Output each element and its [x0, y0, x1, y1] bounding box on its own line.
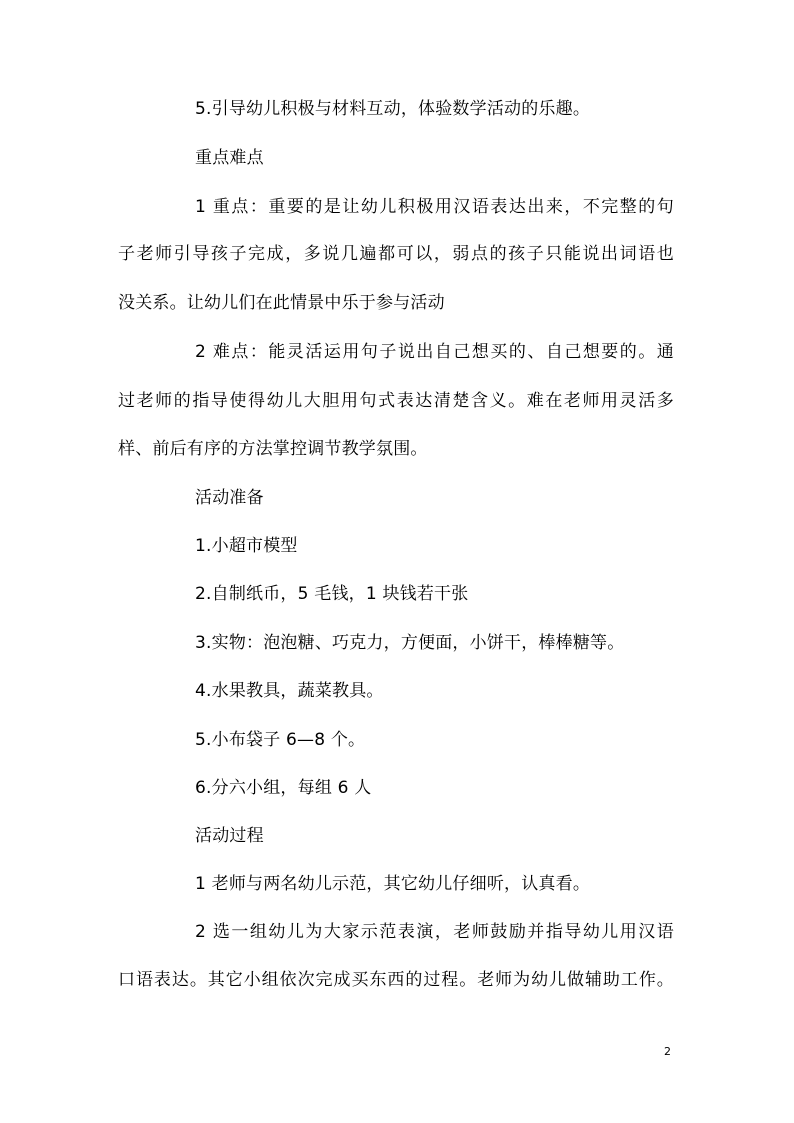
process-step-2-line-2: 口语表达。其它小组依次完成买东西的过程。老师为幼儿做辅助工作。 [118, 970, 674, 990]
heading-key-difficult-points: 重点难点 [195, 148, 264, 168]
heading-activity-preparation: 活动准备 [195, 488, 264, 508]
preparation-item-1: 1.小超市模型 [195, 536, 298, 556]
preparation-item-3: 3.实物：泡泡糖、巧克力，方便面，小饼干，棒棒糖等。 [195, 633, 625, 653]
preparation-item-6: 6.分六小组，每组 6 人 [195, 778, 372, 798]
process-step-1: 1 老师与两名幼儿示范，其它幼儿仔细听，认真看。 [195, 874, 591, 894]
preparation-item-2: 2.自制纸币，5 毛钱，1 块钱若干张 [195, 584, 469, 604]
preparation-item-5: 5.小布袋子 6—8 个。 [195, 730, 366, 750]
key-point-line-2: 子老师引导孩子完成，多说几遍都可以，弱点的孩子只能说出词语也 [118, 244, 674, 264]
page-number: 2 [664, 1045, 671, 1058]
difficult-point-line-2: 过老师的指导使得幼儿大胆用句式表达清楚含义。难在老师用灵活多 [118, 391, 674, 411]
process-step-2-line-1: 2 选一组幼儿为大家示范表演，老师鼓励并指导幼儿用汉语 [195, 922, 674, 942]
heading-activity-process: 活动过程 [195, 826, 264, 846]
key-point-line-3: 没关系。让幼儿们在此情景中乐于参与活动 [118, 293, 445, 313]
difficult-point-line-1: 2 难点：能灵活运用句子说出自己想买的、自己想要的。通 [195, 342, 674, 362]
key-point-line-1: 1 重点：重要的是让幼儿积极用汉语表达出来，不完整的句 [195, 197, 674, 217]
objective-5: 5.引导幼儿积极与材料互动，体验数学活动的乐趣。 [195, 99, 591, 119]
difficult-point-line-3: 样、前后有序的方法掌控调节教学氛围。 [118, 439, 428, 459]
preparation-item-4: 4.水果教具，蔬菜教具。 [195, 681, 384, 701]
